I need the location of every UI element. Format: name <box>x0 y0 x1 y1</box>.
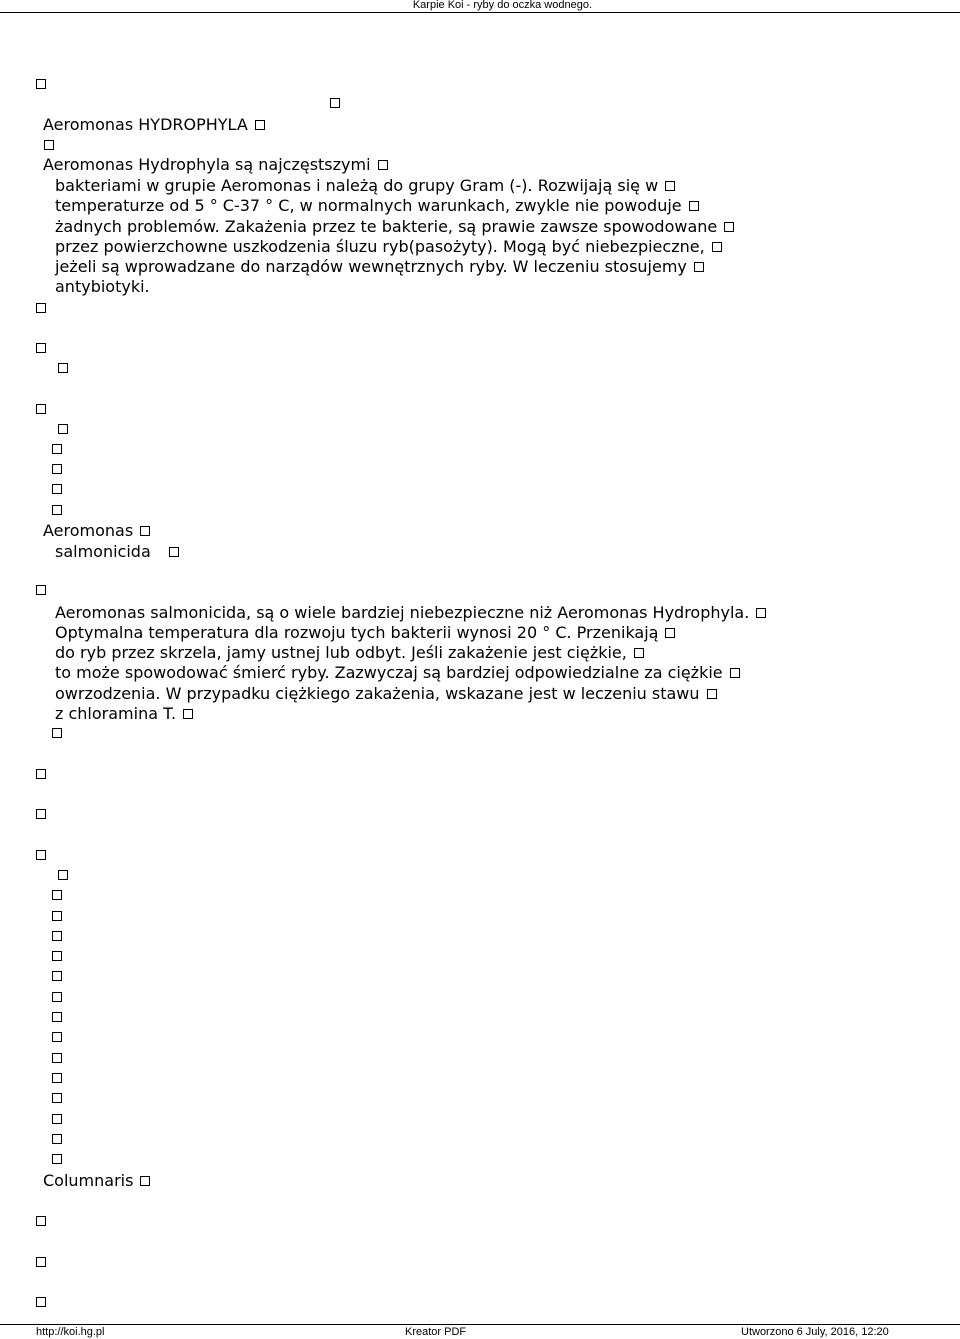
missing-glyph-box <box>169 547 179 557</box>
section-heading: Aeromonas <box>43 521 150 541</box>
missing-glyph-box <box>36 303 46 313</box>
missing-glyph-box <box>58 870 68 880</box>
missing-glyph-box <box>52 890 62 900</box>
paragraph-line: do ryb przez skrzela, jamy ustnej lub odbyt. Jeśli zakażenie jest ciężkie, <box>55 643 644 663</box>
missing-glyph-box <box>36 343 46 353</box>
paragraph-line: antybiotyki. <box>55 277 150 296</box>
footer-created: Utworzono 6 July, 2016, 12:20 <box>741 1326 889 1338</box>
page-header <box>0 0 960 13</box>
missing-glyph-box <box>36 585 46 595</box>
missing-glyph-box <box>36 769 46 779</box>
page-footer <box>0 1324 960 1339</box>
missing-glyph-box <box>52 505 62 515</box>
missing-glyph-box <box>36 1257 46 1267</box>
missing-glyph-box <box>756 608 766 618</box>
missing-glyph-box <box>330 98 340 108</box>
footer-url[interactable]: http://koi.hg.pl <box>36 1326 105 1338</box>
missing-glyph-box <box>255 120 265 130</box>
missing-glyph-box <box>36 1297 46 1307</box>
paragraph-line: jeżeli są wprowadzane do narządów wewnętrznych ryby. W leczeniu stosujemy <box>55 257 704 277</box>
paragraph-line: żadnych problemów. Zakażenia przez te bakterie, są prawie zawsze spowodowane <box>55 217 734 237</box>
missing-glyph-box <box>36 79 46 89</box>
missing-glyph-box <box>36 850 46 860</box>
missing-glyph-box <box>689 201 699 211</box>
missing-glyph-box <box>52 911 62 921</box>
missing-glyph-box <box>36 404 46 414</box>
missing-glyph-box <box>724 222 734 232</box>
missing-glyph-box <box>140 526 150 536</box>
paragraph-line: to może spowodować śmierć ryby. Zazwyczaj są bardziej odpowiedzialne za ciężkie <box>55 663 740 683</box>
missing-glyph-box <box>44 140 54 150</box>
missing-glyph-box <box>52 728 62 738</box>
missing-glyph-box <box>183 709 193 719</box>
paragraph-line: Aeromonas Hydrophyla są najczęstszymi <box>43 155 388 175</box>
missing-glyph-box <box>52 992 62 1002</box>
missing-glyph-box <box>52 464 62 474</box>
paragraph-line: owrzodzenia. W przypadku ciężkiego zakażenia, wskazane jest w leczeniu stawu <box>55 684 717 704</box>
missing-glyph-box <box>140 1176 150 1186</box>
footer-creator: Kreator PDF <box>405 1326 467 1338</box>
section-heading: Columnaris <box>43 1171 150 1191</box>
paragraph-line: bakteriami w grupie Aeromonas i należą do grupy Gram (-). Rozwijają się w <box>55 176 675 196</box>
missing-glyph-box <box>712 242 722 252</box>
section-heading: salmonicida <box>55 542 179 562</box>
header-title: Karpie Koi - ryby do oczka wodnego. <box>412 0 592 11</box>
missing-glyph-box <box>52 444 62 454</box>
missing-glyph-box <box>52 1154 62 1164</box>
missing-glyph-box <box>52 1114 62 1124</box>
missing-glyph-box <box>52 931 62 941</box>
paragraph-line: Aeromonas salmonicida, są o wiele bardziej niebezpieczne niż Aeromonas Hydrophyla. <box>55 603 766 623</box>
missing-glyph-box <box>52 951 62 961</box>
missing-glyph-box <box>665 181 675 191</box>
missing-glyph-box <box>52 1093 62 1103</box>
missing-glyph-box <box>36 1216 46 1226</box>
missing-glyph-box <box>52 484 62 494</box>
missing-glyph-box <box>52 1073 62 1083</box>
section-heading: Aeromonas HYDROPHYLA <box>43 115 265 135</box>
paragraph-line: Optymalna temperatura dla rozwoju tych bakterii wynosi 20 ° C. Przenikają <box>55 623 675 643</box>
paragraph-line: temperaturze od 5 ° C-37 ° C, w normalnych warunkach, zwykle nie powoduje <box>55 196 699 216</box>
missing-glyph-box <box>36 809 46 819</box>
paragraph-line: z chloramina T. <box>55 704 193 724</box>
missing-glyph-box <box>52 1032 62 1042</box>
paragraph-line: przez powierzchowne uszkodzenia śluzu ryb(pasożyty). Mogą być niebezpieczne, <box>55 237 722 257</box>
missing-glyph-box <box>634 648 644 658</box>
missing-glyph-box <box>52 1012 62 1022</box>
missing-glyph-box <box>665 628 675 638</box>
missing-glyph-box <box>707 689 717 699</box>
missing-glyph-box <box>52 1053 62 1063</box>
missing-glyph-box <box>730 668 740 678</box>
missing-glyph-box <box>378 160 388 170</box>
missing-glyph-box <box>58 424 68 434</box>
missing-glyph-box <box>52 1134 62 1144</box>
missing-glyph-box <box>58 363 68 373</box>
missing-glyph-box <box>694 262 704 272</box>
missing-glyph-box <box>52 971 62 981</box>
